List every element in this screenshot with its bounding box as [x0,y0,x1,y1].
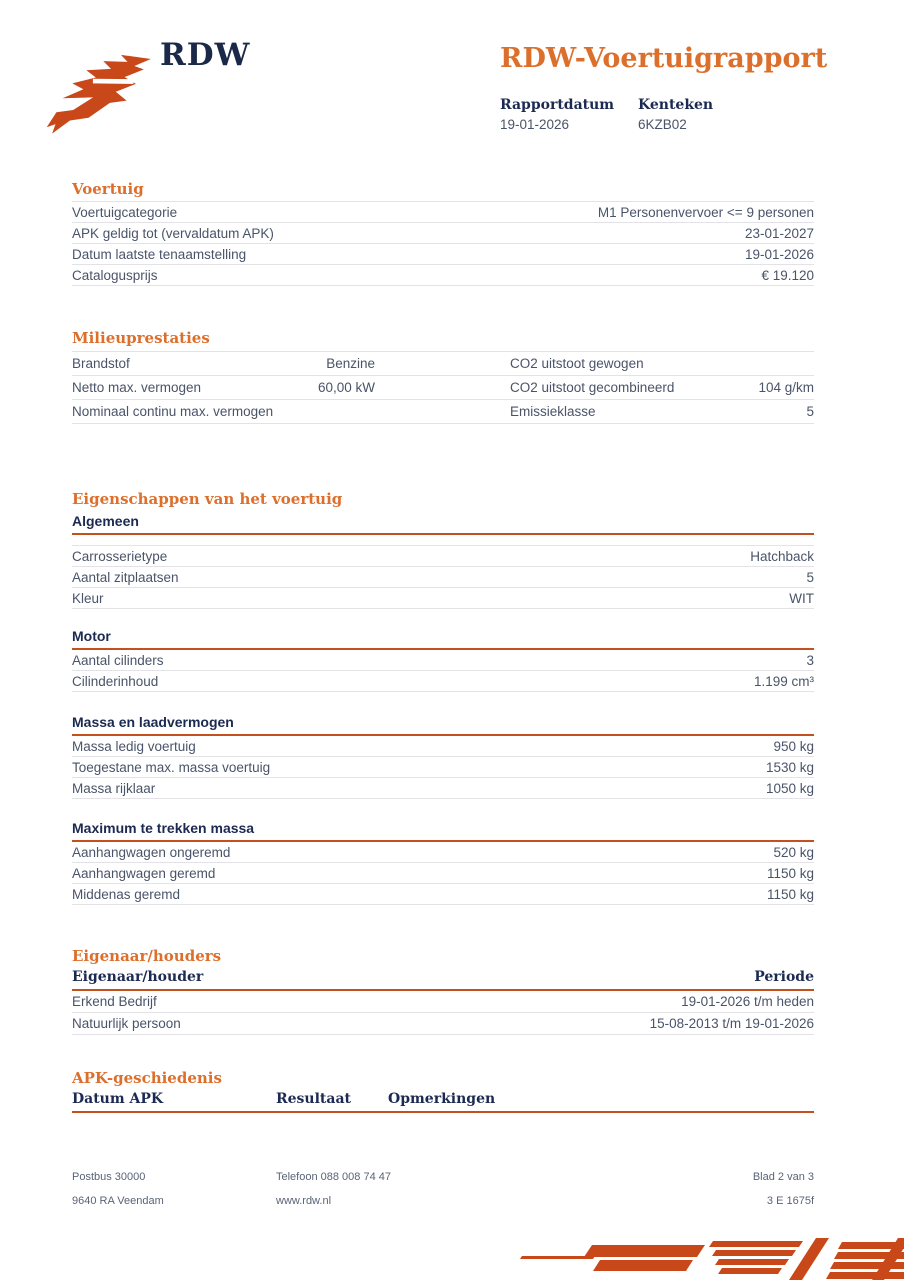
row-label: Kleur [72,590,104,606]
apk-table-header [72,1091,814,1113]
row-value: 1150 kg [766,865,814,881]
column-header-resultaat: Resultaat [276,1091,351,1107]
subsection-massa-title: Massa en laadvermogen [72,714,814,736]
table-row [72,567,814,588]
row-label: Middenas geremd [72,886,181,902]
row-label: Natuurlijk persoon [72,1016,181,1031]
section-apk [72,1069,814,1113]
subsection-trekken [72,820,814,905]
motor-rows [72,650,814,692]
footer-address-po: Postbus 30000 [72,1171,146,1183]
row-value-right: 104 g/km [758,380,814,395]
eigenaar-rows [72,991,814,1035]
row-label-right: CO2 uitstoot gewogen [510,356,644,371]
table-row [72,671,814,692]
section-eigenschappen [72,490,814,609]
row-label-left: Nominaal continu max. vermogen [72,404,274,419]
footer-website: www.rdw.nl [276,1195,332,1207]
footer-page-number: Blad 2 van 3 [752,1171,814,1183]
row-value: 19-01-2026 t/m heden [681,994,814,1009]
report-date-value: 19-01-2026 [500,117,570,132]
massa-rows [72,736,814,799]
subsection-trekken-title: Maximum te trekken massa [72,820,814,842]
row-value-left: 60,00 kW [317,380,375,395]
page-title: RDW-Voertuigrapport [500,43,828,74]
column-header-periode: Periode [754,969,814,985]
table-row [72,650,814,671]
row-label: Toegestane max. massa voertuig [72,759,271,775]
table-row [72,352,814,376]
footer-phone: Telefoon 088 008 74 47 [276,1171,391,1183]
license-plate-value: 6KZB02 [638,117,687,132]
footer-line-1 [72,1165,814,1189]
row-value: Hatchback [750,548,814,564]
rdw-feather-logo-icon [38,52,160,136]
section-milieuprestaties-title: Milieuprestaties [72,329,210,347]
row-label: Aantal zitplaatsen [72,569,179,585]
subsection-algemeen-title: Algemeen [72,513,814,535]
row-value: M1 Personenvervoer <= 9 personen [597,204,814,220]
table-row [72,223,814,244]
row-label: Cilinderinhoud [72,673,159,689]
table-row [72,757,814,778]
section-apk-title: APK-geschiedenis [72,1069,222,1087]
row-value: 15-08-2013 t/m 19-01-2026 [649,1016,814,1031]
algemeen-rows [72,545,814,609]
row-label: Catalogusprijs [72,267,158,283]
row-value: 1.199 cm³ [753,673,814,689]
table-row [72,202,814,223]
footer-line-2 [72,1189,814,1213]
row-value: 19-01-2026 [744,246,814,262]
row-value: 3 [806,652,814,668]
table-row [72,884,814,905]
table-row [72,400,814,424]
report-date-label: Rapportdatum [500,97,615,113]
table-row [72,1013,814,1035]
row-label-right: Emissieklasse [510,404,596,419]
section-eigenschappen-title: Eigenschappen van het voertuig [72,490,343,508]
row-value: 1530 kg [765,759,814,775]
section-voertuig-title: Voertuig [72,180,144,198]
table-row [72,588,814,609]
table-row [72,778,814,799]
row-label-left: Brandstof [72,356,130,371]
row-value: 950 kg [773,738,814,754]
row-label-left: Netto max. vermogen [72,380,202,395]
row-label: Datum laatste tenaamstelling [72,246,247,262]
page-footer [72,1165,814,1213]
section-voertuig [72,180,814,286]
column-header-opmerkingen: Opmerkingen [388,1091,496,1107]
rdw-stripes-graphic [500,1236,904,1280]
table-row [72,244,814,265]
subsection-massa [72,714,814,799]
table-row [72,736,814,757]
row-value: 23-01-2027 [744,225,814,241]
table-row [72,265,814,286]
section-eigenaar-title: Eigenaar/houders [72,947,222,965]
row-value: 1150 kg [766,886,814,902]
voertuig-rows [72,201,814,286]
section-eigenaar [72,947,814,1035]
trekken-rows [72,842,814,905]
row-label: Carrosserietype [72,548,168,564]
row-label-right: CO2 uitstoot gecombineerd [510,380,675,395]
row-value: WIT [789,590,814,606]
row-value-left: Benzine [326,356,375,371]
row-label: Voertuigcategorie [72,204,178,220]
row-label: Massa rijklaar [72,780,156,796]
table-row [72,991,814,1013]
row-label: Erkend Bedrijf [72,994,157,1009]
column-header-eigenaar: Eigenaar/houder [72,969,204,985]
milieu-rows [72,351,814,424]
row-value: 520 kg [773,844,814,860]
subsection-motor [72,628,814,692]
row-label: Aantal cilinders [72,652,164,668]
row-value: 5 [806,569,814,585]
section-milieuprestaties [72,329,814,424]
license-plate-block [638,97,713,132]
footer-address-city: 9640 RA Veendam [72,1195,164,1207]
report-date-block [500,97,638,132]
row-value: 1050 kg [765,780,814,796]
eigenaar-table-header [72,969,814,991]
row-label: APK geldig tot (vervaldatum APK) [72,225,274,241]
license-plate-label: Kenteken [638,97,714,113]
row-value: € 19.120 [761,267,814,283]
footer-form-code: 3 E 1675f [766,1195,814,1207]
table-row [72,842,814,863]
rdw-wordmark: RDW [160,37,251,73]
row-value-right: 5 [806,404,814,419]
column-header-datum-apk: Datum APK [72,1091,164,1107]
table-row [72,376,814,400]
table-row [72,546,814,567]
row-label: Massa ledig voertuig [72,738,196,754]
row-label: Aanhangwagen ongeremd [72,844,231,860]
subsection-motor-title: Motor [72,628,814,650]
row-label: Aanhangwagen geremd [72,865,216,881]
table-row [72,863,814,884]
